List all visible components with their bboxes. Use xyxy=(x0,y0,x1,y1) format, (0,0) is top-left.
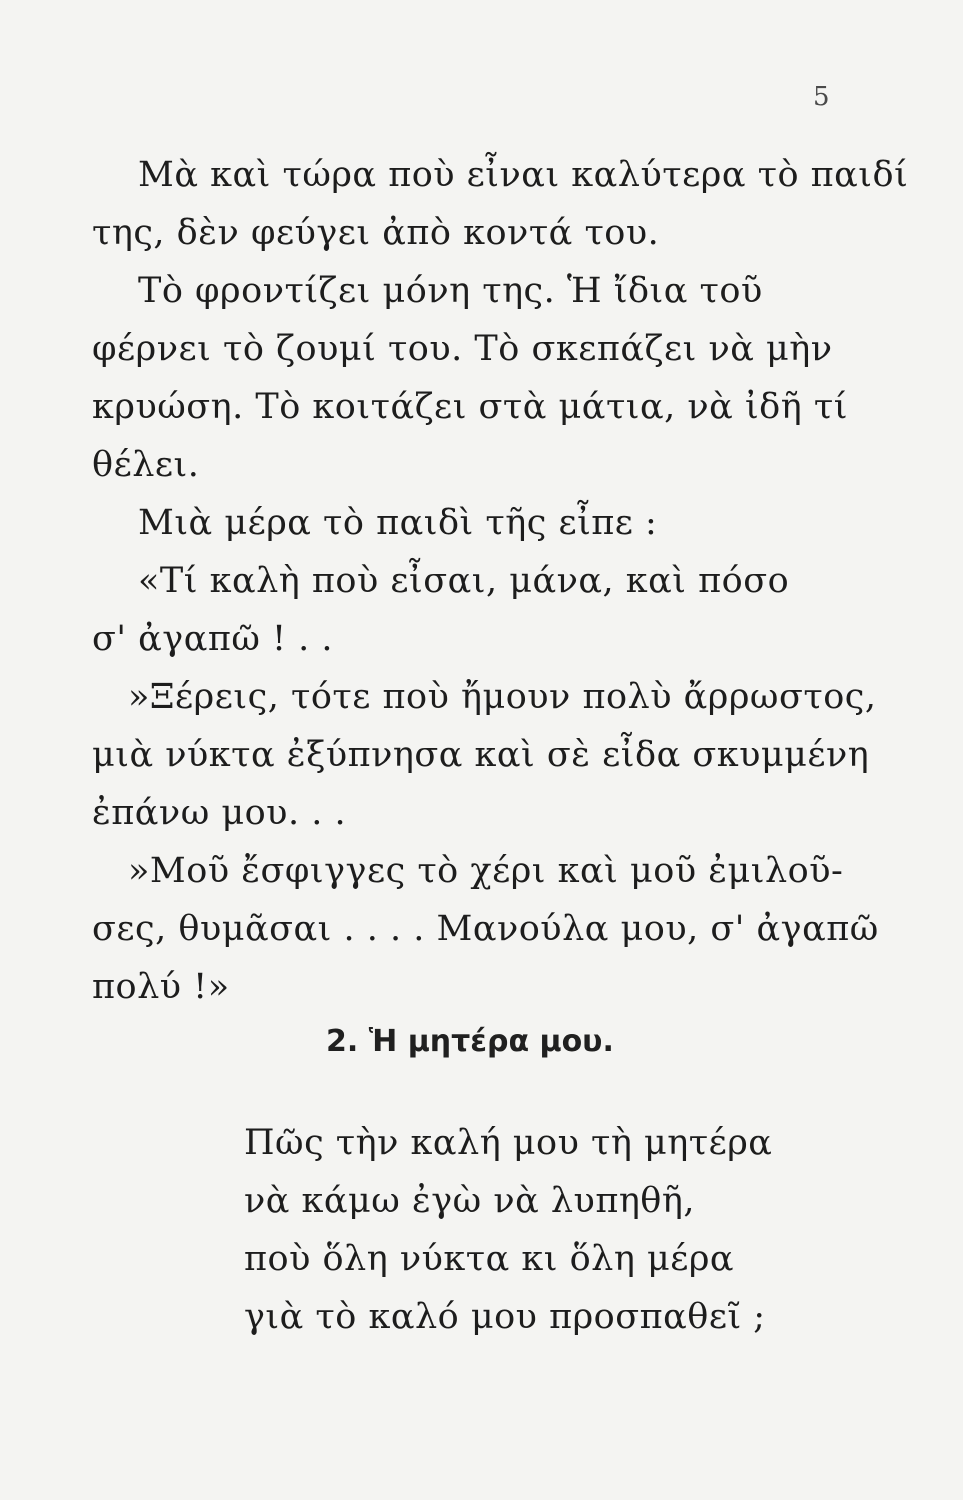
page-number: 5 xyxy=(813,82,830,112)
prose-line: σες, θυμᾶσαι . . . . Μανούλα μου, σ' ἀγαπῶ xyxy=(92,909,879,949)
prose-line: Μιὰ μέρα τὸ παιδὶ τῆς εἶπε : xyxy=(138,503,658,543)
prose-line: «Τί καλὴ ποὺ εἶσαι, μάνα, καὶ πόσο xyxy=(138,561,790,601)
prose-line: σ' ἀγαπῶ ! . . xyxy=(92,619,334,659)
prose-line: »Ξέρεις, τότε ποὺ ἤμουν πολὺ ἄρρωστος, xyxy=(128,677,877,717)
prose-line: »Μοῦ ἔσφιγγες τὸ χέρι καὶ μοῦ ἐμιλοῦ- xyxy=(128,851,844,891)
prose-line: Τὸ φροντίζει μόνη της. Ἡ ἴδια τοῦ xyxy=(138,271,763,311)
prose-line: πολύ !» xyxy=(92,967,230,1007)
prose-line: Μὰ καὶ τώρα ποὺ εἶναι καλύτερα τὸ παιδί xyxy=(138,155,909,195)
poem-line: νὰ κάμω ἐγὼ νὰ λυπηθῆ, xyxy=(244,1181,695,1221)
poem-line: ποὺ ὅλη νύκτα κι ὅλη μέρα xyxy=(244,1239,735,1279)
poem-line: γιὰ τὸ καλό μου προσπαθεῖ ; xyxy=(244,1297,766,1337)
poem-line: Πῶς τὴν καλή μου τὴ μητέρα xyxy=(244,1123,773,1163)
prose-line: κρυώση. Τὸ κοιτάζει στὰ μάτια, νὰ ἰδῆ τί xyxy=(92,387,848,427)
prose-line: μιὰ νύκτα ἐξύπνησα καὶ σὲ εἶδα σκυμμένη xyxy=(92,735,870,775)
prose-line: θέλει. xyxy=(92,445,200,485)
section-heading: 2. Ἡ μητέρα μου. xyxy=(326,1024,614,1059)
prose-line: ἐπάνω μου. . . xyxy=(92,793,347,833)
prose-line: φέρνει τὸ ζουμί του. Τὸ σκεπάζει νὰ μὴν xyxy=(92,329,833,369)
prose-line: της, δὲν φεύγει ἀπὸ κοντά του. xyxy=(92,213,660,253)
